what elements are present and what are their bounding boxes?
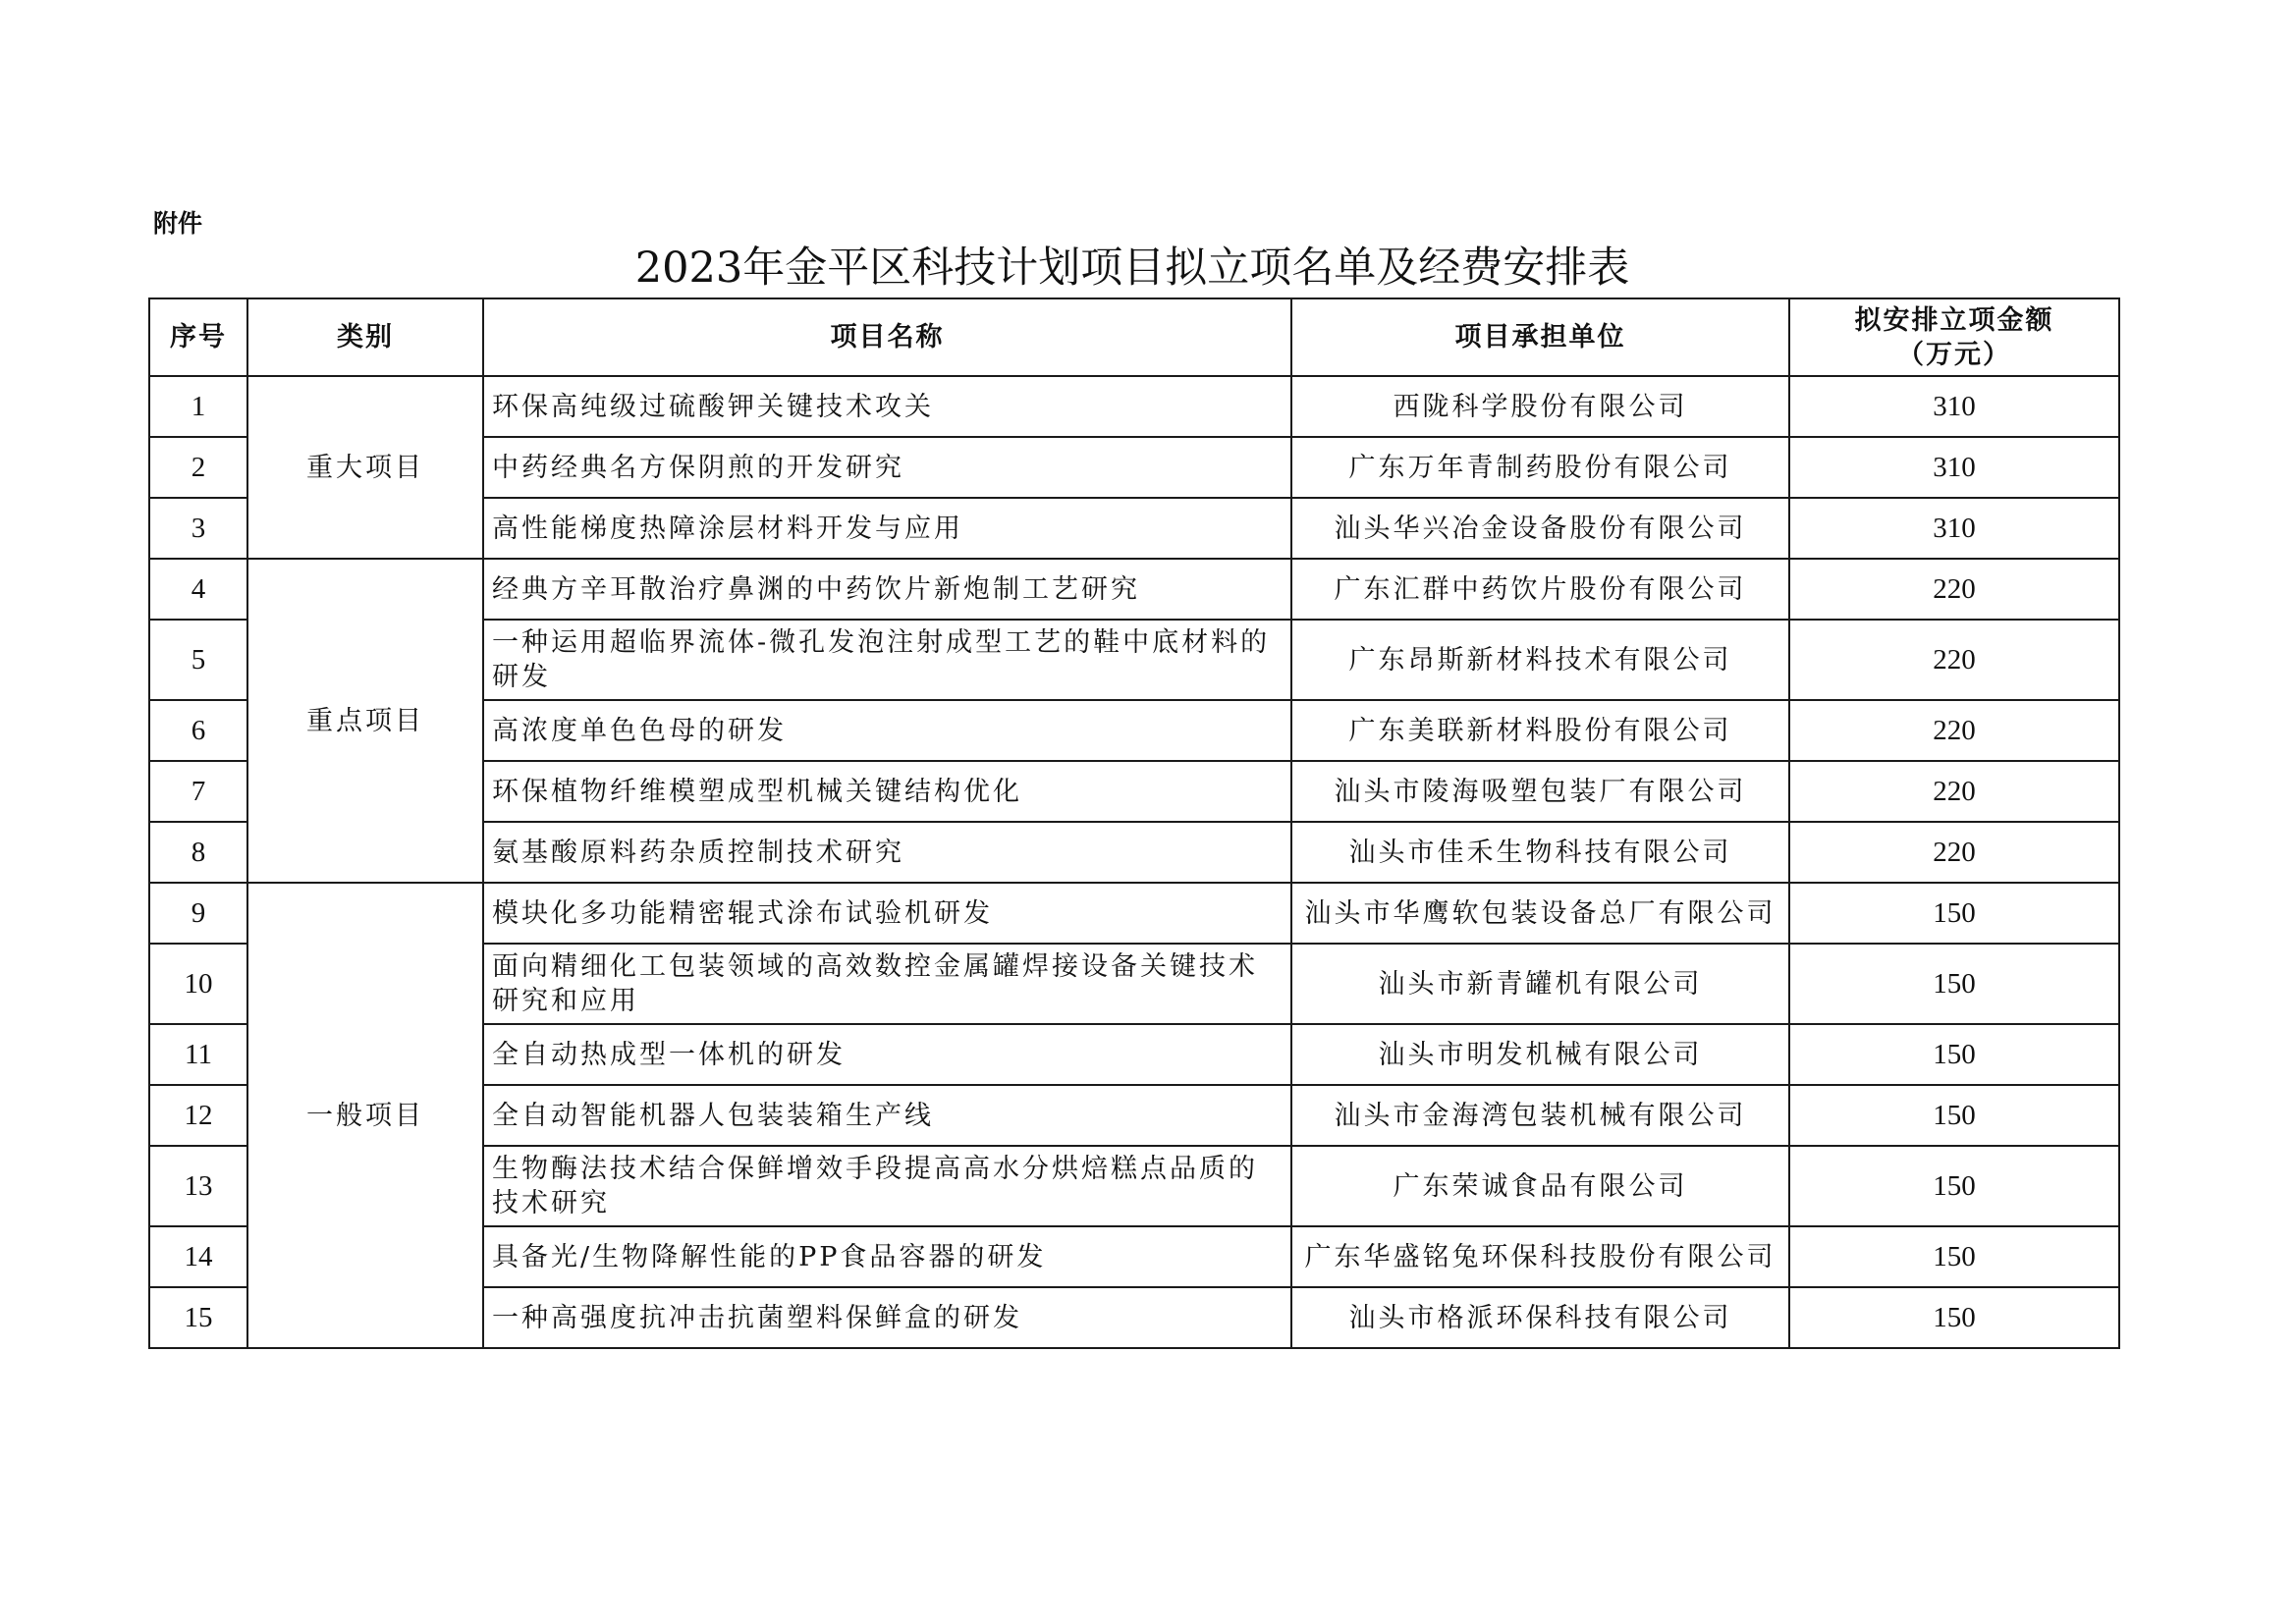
cell-project-name: 中药经典名方保阴煎的开发研究 <box>483 437 1291 498</box>
cell-serial-number: 3 <box>149 498 247 559</box>
header-amount-line2: （万元） <box>1897 339 2011 370</box>
cell-amount: 150 <box>1789 883 2119 944</box>
cell-undertaking-unit: 汕头市陵海吸塑包装厂有限公司 <box>1291 761 1789 822</box>
header-amount <box>1789 298 2119 376</box>
cell-amount: 150 <box>1789 1024 2119 1085</box>
category-key: 重点项目 <box>247 559 483 883</box>
cell-serial-number: 1 <box>149 376 247 437</box>
attachment-label: 附件 <box>153 209 203 238</box>
cell-amount: 150 <box>1789 1287 2119 1348</box>
cell-serial-number: 7 <box>149 761 247 822</box>
cell-project-name: 环保植物纤维模塑成型机械关键结构优化 <box>483 761 1291 822</box>
cell-amount: 220 <box>1789 761 2119 822</box>
cell-undertaking-unit: 广东荣诚食品有限公司 <box>1291 1146 1789 1226</box>
cell-project-name: 氨基酸原料药杂质控制技术研究 <box>483 822 1291 883</box>
cell-project-name: 具备光/生物降解性能的PP食品容器的研发 <box>483 1226 1291 1287</box>
cell-serial-number: 12 <box>149 1085 247 1146</box>
cell-amount: 150 <box>1789 1085 2119 1146</box>
cell-serial-number: 8 <box>149 822 247 883</box>
cell-amount: 220 <box>1789 700 2119 761</box>
cell-undertaking-unit: 汕头市新青罐机有限公司 <box>1291 944 1789 1024</box>
table-row <box>149 376 2119 437</box>
cell-undertaking-unit: 汕头市金海湾包装机械有限公司 <box>1291 1085 1789 1146</box>
cell-project-name: 一种运用超临界流体-微孔发泡注射成型工艺的鞋中底材料的研发 <box>483 620 1291 700</box>
cell-project-name: 经典方辛耳散治疗鼻渊的中药饮片新炮制工艺研究 <box>483 559 1291 620</box>
header-serial-number: 序号 <box>149 298 247 376</box>
header-category: 类别 <box>247 298 483 376</box>
cell-serial-number: 5 <box>149 620 247 700</box>
cell-amount: 150 <box>1789 944 2119 1024</box>
cell-serial-number: 9 <box>149 883 247 944</box>
cell-amount: 220 <box>1789 822 2119 883</box>
cell-serial-number: 14 <box>149 1226 247 1287</box>
cell-undertaking-unit: 广东万年青制药股份有限公司 <box>1291 437 1789 498</box>
header-undertaking-unit: 项目承担单位 <box>1291 298 1789 376</box>
project-table <box>148 298 2120 1349</box>
cell-undertaking-unit: 西陇科学股份有限公司 <box>1291 376 1789 437</box>
category-general: 一般项目 <box>247 883 483 1348</box>
cell-project-name: 全自动热成型一体机的研发 <box>483 1024 1291 1085</box>
table-header-row <box>149 298 2119 376</box>
cell-amount: 310 <box>1789 437 2119 498</box>
cell-undertaking-unit: 汕头市佳禾生物科技有限公司 <box>1291 822 1789 883</box>
header-amount-line1: 拟安排立项金额 <box>1854 304 2054 336</box>
cell-project-name: 面向精细化工包装领域的高效数控金属罐焊接设备关键技术研究和应用 <box>483 944 1291 1024</box>
cell-undertaking-unit: 汕头市格派环保科技有限公司 <box>1291 1287 1789 1348</box>
cell-amount: 220 <box>1789 620 2119 700</box>
cell-undertaking-unit: 广东美联新材料股份有限公司 <box>1291 700 1789 761</box>
cell-undertaking-unit: 汕头市明发机械有限公司 <box>1291 1024 1789 1085</box>
cell-undertaking-unit: 广东汇群中药饮片股份有限公司 <box>1291 559 1789 620</box>
cell-project-name: 全自动智能机器人包装装箱生产线 <box>483 1085 1291 1146</box>
cell-amount: 310 <box>1789 498 2119 559</box>
cell-undertaking-unit: 广东昂斯新材料技术有限公司 <box>1291 620 1789 700</box>
cell-serial-number: 11 <box>149 1024 247 1085</box>
cell-project-name: 高性能梯度热障涂层材料开发与应用 <box>483 498 1291 559</box>
cell-undertaking-unit: 汕头华兴冶金设备股份有限公司 <box>1291 498 1789 559</box>
cell-amount: 220 <box>1789 559 2119 620</box>
cell-serial-number: 13 <box>149 1146 247 1226</box>
cell-undertaking-unit: 汕头市华鹰软包装设备总厂有限公司 <box>1291 883 1789 944</box>
cell-project-name: 环保高纯级过硫酸钾关键技术攻关 <box>483 376 1291 437</box>
category-major: 重大项目 <box>247 376 483 559</box>
cell-serial-number: 2 <box>149 437 247 498</box>
table-row <box>149 559 2119 620</box>
cell-amount: 150 <box>1789 1146 2119 1226</box>
document-title: 2023年金平区科技计划项目拟立项名单及经费安排表 <box>634 243 1630 293</box>
cell-serial-number: 15 <box>149 1287 247 1348</box>
cell-serial-number: 4 <box>149 559 247 620</box>
cell-amount: 310 <box>1789 376 2119 437</box>
cell-undertaking-unit: 广东华盛铭兔环保科技股份有限公司 <box>1291 1226 1789 1287</box>
header-project-name: 项目名称 <box>483 298 1291 376</box>
cell-amount: 150 <box>1789 1226 2119 1287</box>
cell-project-name: 高浓度单色色母的研发 <box>483 700 1291 761</box>
table-row <box>149 883 2119 944</box>
cell-serial-number: 10 <box>149 944 247 1024</box>
cell-project-name: 模块化多功能精密辊式涂布试验机研发 <box>483 883 1291 944</box>
cell-serial-number: 6 <box>149 700 247 761</box>
cell-project-name: 一种高强度抗冲击抗菌塑料保鲜盒的研发 <box>483 1287 1291 1348</box>
cell-project-name: 生物酶法技术结合保鲜增效手段提高高水分烘焙糕点品质的技术研究 <box>483 1146 1291 1226</box>
